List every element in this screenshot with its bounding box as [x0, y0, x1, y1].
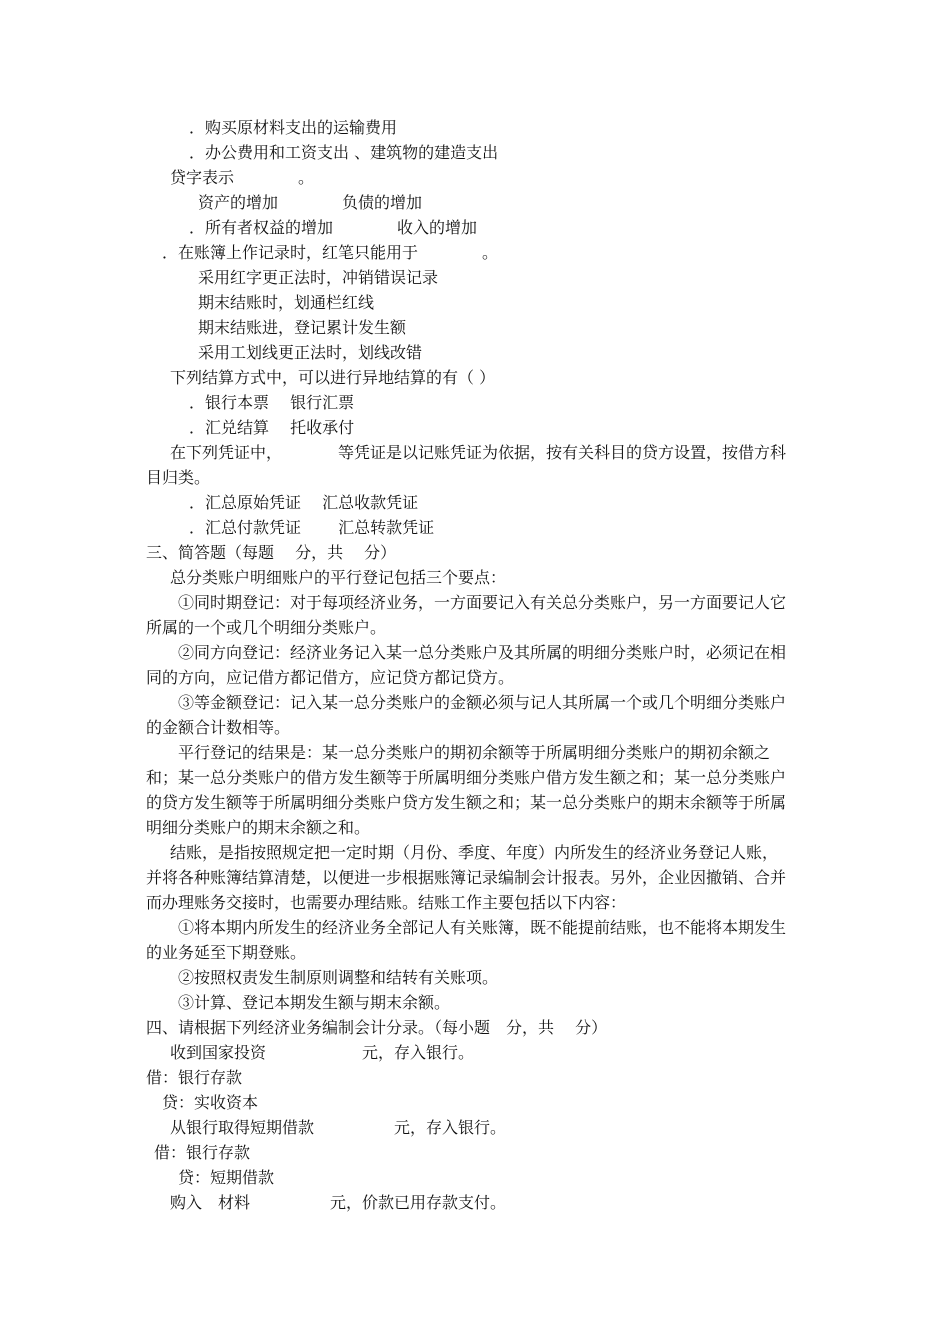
paragraph-line: ①将本期内所发生的经济业务全部记人有关账簿，既不能提前结账，也不能将本期发生 — [178, 918, 787, 937]
paragraph-line: 平行登记的结果是：某一总分类账户的期初余额等于所属明细分类账户的期初余额之 — [178, 743, 771, 762]
journal-credit-line: 贷：实收资本 — [162, 1093, 259, 1112]
option-line: 期末结账进，登记累计发生额 — [198, 318, 407, 337]
option-line: 采用红字更正法时，冲销错误记录 — [198, 268, 439, 287]
option-line-cd: ．汇兑结算 托收承付 — [189, 418, 355, 437]
question-line-continued: 目归类。 — [146, 468, 211, 487]
paragraph-line: 所属的一个或几个明细分类账户。 — [146, 618, 387, 637]
paragraph-line: 的业务延至下期登账。 — [146, 943, 307, 962]
option-line: 采用工划线更正法时，划线改错 — [198, 343, 423, 362]
option-line-d: ．办公费用和工资支出 、建筑物的建造支出 — [189, 143, 499, 162]
paragraph-line: ③等金额登记：记入某一总分类账户的金额必须与记人其所属一个或几个明细分类账户 — [178, 693, 787, 712]
paragraph-line: 而办理账务交接时，也需要办理结账。结账工作主要包括以下内容： — [146, 893, 627, 912]
option-line-cd: ．所有者权益的增加 收入的增加 — [189, 218, 478, 237]
transaction-line: 从银行取得短期借款 元，存入银行。 — [170, 1118, 507, 1137]
journal-debit-line: 借：银行存款 — [146, 1068, 243, 1087]
option-line-c: ．购买原材料支出的运输费用 — [189, 118, 398, 137]
journal-debit-line: 借：银行存款 — [154, 1143, 251, 1162]
paragraph-line: 总分类账户明细账户的平行登记包括三个要点： — [170, 568, 507, 587]
paragraph-line: 同的方向，应记借方都记借方，应记贷方都记贷方。 — [146, 668, 515, 687]
question-line: 在下列凭证中， 等凭证是以记账凭证为依据，按有关科目的贷方设置，按借方科 — [170, 443, 787, 462]
paragraph-line: 并将各种账簿结算清楚，以便进一步根据账簿记录编制会计报表。另外，企业因撤销、合并 — [146, 868, 787, 887]
paragraph-line: ②按照权责发生制原则调整和结转有关账项。 — [178, 968, 499, 987]
paragraph-line: ①同时期登记：对于每项经济业务，一方面要记入有关总分类账户，另一方面要记人它 — [178, 593, 787, 612]
paragraph-line: ③计算、登记本期发生额与期末余额。 — [178, 993, 451, 1012]
paragraph-line: 结账，是指按照规定把一定时期（月份、季度、年度）内所发生的经济业务登记人账， — [170, 843, 779, 862]
question-line: 下列结算方式中，可以进行异地结算的有（ ） — [170, 368, 496, 387]
question-line: ．在账簿上作记录时，红笔只能用于 。 — [162, 243, 499, 262]
journal-credit-line: 贷：短期借款 — [178, 1168, 275, 1187]
question-line: 贷字表示 。 — [170, 168, 315, 187]
option-line-ab: 资产的增加 负债的增加 — [198, 193, 423, 212]
section-heading: 三、简答题（每题 分，共 分） — [146, 543, 397, 562]
option-line-ab: ．汇总原始凭证 汇总收款凭证 — [189, 493, 419, 512]
transaction-line: 购入 材料 元，价款已用存款支付。 — [170, 1193, 507, 1212]
option-line: 期末结账时，划通栏红线 — [198, 293, 375, 312]
paragraph-line: 和；某一总分类账户的借方发生额等于所属明细分类账户借方发生额之和；某一总分类账户 — [146, 768, 787, 787]
section-heading: 四、请根据下列经济业务编制会计分录。（每小题 分，共 分） — [146, 1018, 608, 1037]
option-line-cd: ．汇总付款凭证 汇总转款凭证 — [189, 518, 435, 537]
transaction-line: 收到国家投资 元，存入银行。 — [170, 1043, 475, 1062]
paragraph-line: ②同方向登记：经济业务记入某一总分类账户及其所属的明细分类账户时，必须记在相 — [178, 643, 787, 662]
paragraph-line: 的金额合计数相等。 — [146, 718, 291, 737]
option-line-ab: ．银行本票 银行汇票 — [189, 393, 355, 412]
paragraph-line: 的贷方发生额等于所属明细分类账户贷方发生额之和；某一总分类账户的期末余额等于所属 — [146, 793, 787, 812]
paragraph-line: 明细分类账户的期末余额之和。 — [146, 818, 371, 837]
